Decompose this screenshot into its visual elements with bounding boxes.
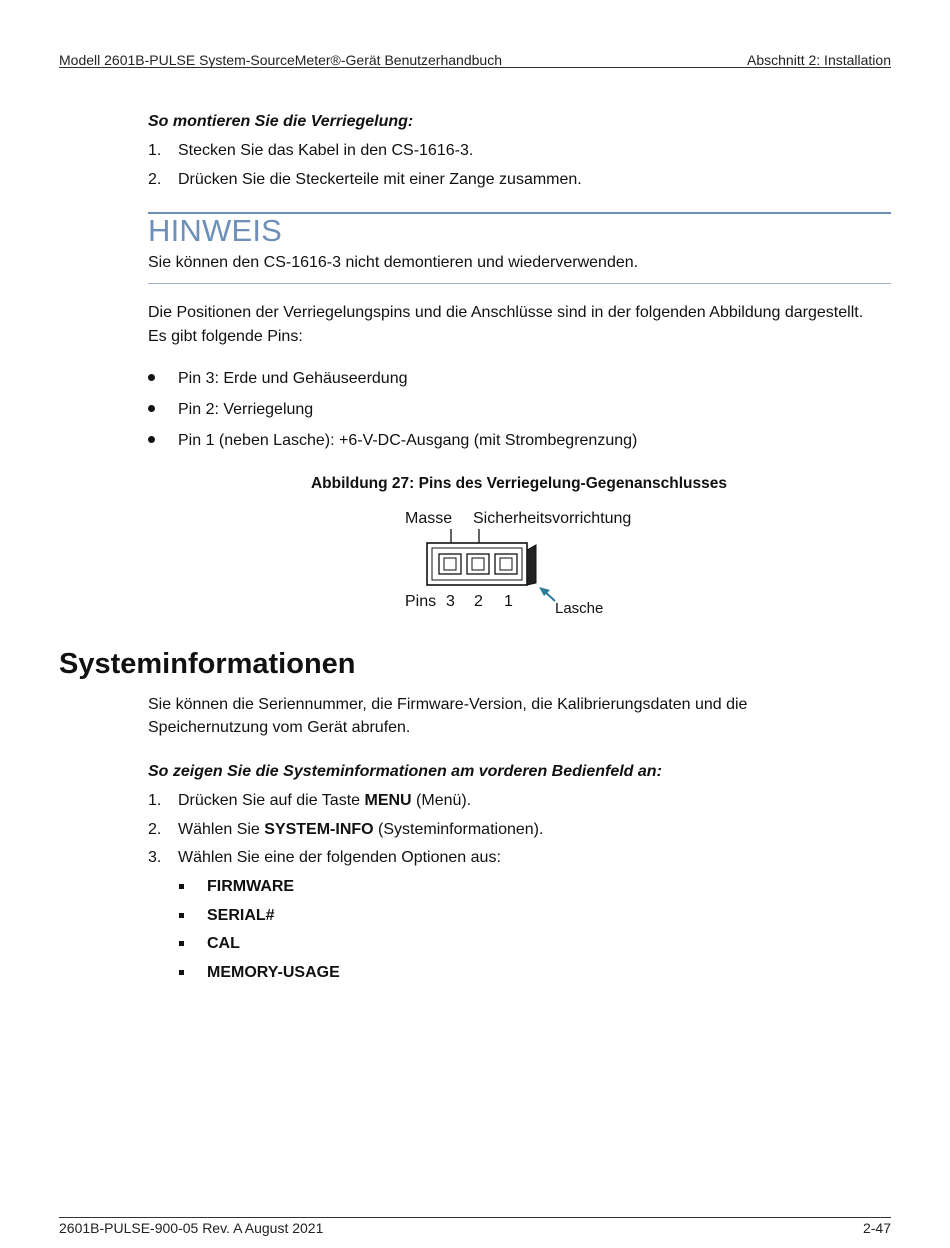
bullet-dot-icon — [148, 374, 155, 381]
mount-step-text: Drücken Sie die Steckerteile mit einer Zange zusammen. — [178, 171, 582, 188]
square-bullet-icon — [179, 884, 184, 889]
footer-rule — [59, 1217, 891, 1218]
menu-key-label: MENU — [364, 792, 412, 809]
pin-2-contact — [472, 558, 484, 570]
label-tab: Lasche — [555, 600, 604, 617]
label-pins: Pins — [405, 593, 437, 610]
connector-pin-diagram — [395, 503, 655, 623]
pin-1-contact — [500, 558, 512, 570]
note-title: HINWEIS — [148, 213, 283, 248]
sysinfo-step-2: Wählen Sie SYSTEM-INFO (Systeminformationen). — [178, 821, 544, 838]
bullet-dot-icon — [148, 436, 155, 443]
mount-step-number: 2. — [148, 171, 162, 188]
page-number: 2-47 — [862, 1220, 891, 1236]
running-header-title: Modell 2601B-PULSE System-SourceMeter®-Gerät Benutzerhandbuch — [59, 52, 502, 68]
positions-paragraph-line2: Es gibt folgende Pins: — [148, 328, 303, 345]
footer-document-id: 2601B-PULSE-900-05 Rev. A August 2021 — [59, 1220, 324, 1236]
section-heading: Systeminformationen — [59, 648, 356, 680]
pin-number-label: 3 — [446, 593, 455, 610]
header-rule — [59, 67, 891, 68]
option-item: MEMORY-USAGE — [207, 964, 340, 981]
note-bottom-rule — [148, 283, 891, 284]
system-info-option-label: SYSTEM-INFO — [264, 821, 374, 838]
sysinfo-step-number: 1. — [148, 792, 162, 809]
mount-step-text: Stecken Sie das Kabel in den CS-1616-3. — [178, 142, 474, 159]
sysinfo-intro-line1: Sie können die Seriennummer, die Firmware-Version, die Kalibrierungsdaten und die — [148, 696, 748, 713]
pin-list-item: Pin 2: Verriegelung — [178, 401, 314, 418]
bullet-dot-icon — [148, 405, 155, 412]
pin-3-contact — [444, 558, 456, 570]
pin-list-item: Pin 3: Erde und Gehäuseerdung — [178, 370, 408, 387]
sysinfo-step-number: 3. — [148, 849, 162, 866]
label-masse: Masse — [405, 510, 453, 527]
mount-step-number: 1. — [148, 142, 162, 159]
sysinfo-intro-line2: Speichernutzung vom Gerät abrufen. — [148, 719, 411, 736]
sysinfo-step-3: Wählen Sie eine der folgenden Optionen aus: — [178, 849, 501, 866]
square-bullet-icon — [179, 970, 184, 975]
square-bullet-icon — [179, 913, 184, 918]
pin-list-item: Pin 1 (neben Lasche): +6-V-DC-Ausgang (mit Strombegrenzung) — [178, 432, 638, 449]
mount-procedure-heading: So montieren Sie die Verriegelung: — [148, 113, 414, 130]
option-item: SERIAL# — [207, 907, 275, 924]
square-bullet-icon — [179, 941, 184, 946]
connector-tab-icon — [527, 545, 536, 585]
option-item: CAL — [207, 935, 240, 952]
figure-caption: Abbildung 27: Pins des Verriegelung-Gegenanschlusses — [310, 475, 728, 492]
option-item: FIRMWARE — [207, 878, 295, 895]
running-header-section: Abschnitt 2: Installation — [747, 52, 891, 68]
sysinfo-procedure-heading: So zeigen Sie die Systeminformationen am vorderen Bedienfeld an: — [148, 763, 662, 780]
pin-number-label: 2 — [474, 593, 483, 610]
sysinfo-step-1: Drücken Sie auf die Taste MENU (Menü). — [178, 792, 472, 809]
positions-paragraph-line1: Die Positionen der Verriegelungspins und die Anschlüsse sind in der folgenden Abbildung dargestellt. — [148, 304, 864, 321]
note-text: Sie können den CS-1616-3 nicht demontieren und wiederverwenden. — [148, 254, 639, 271]
sysinfo-step-number: 2. — [148, 821, 162, 838]
pin-number-label: 1 — [504, 593, 513, 610]
label-safety: Sicherheitsvorrichtung — [473, 510, 632, 527]
